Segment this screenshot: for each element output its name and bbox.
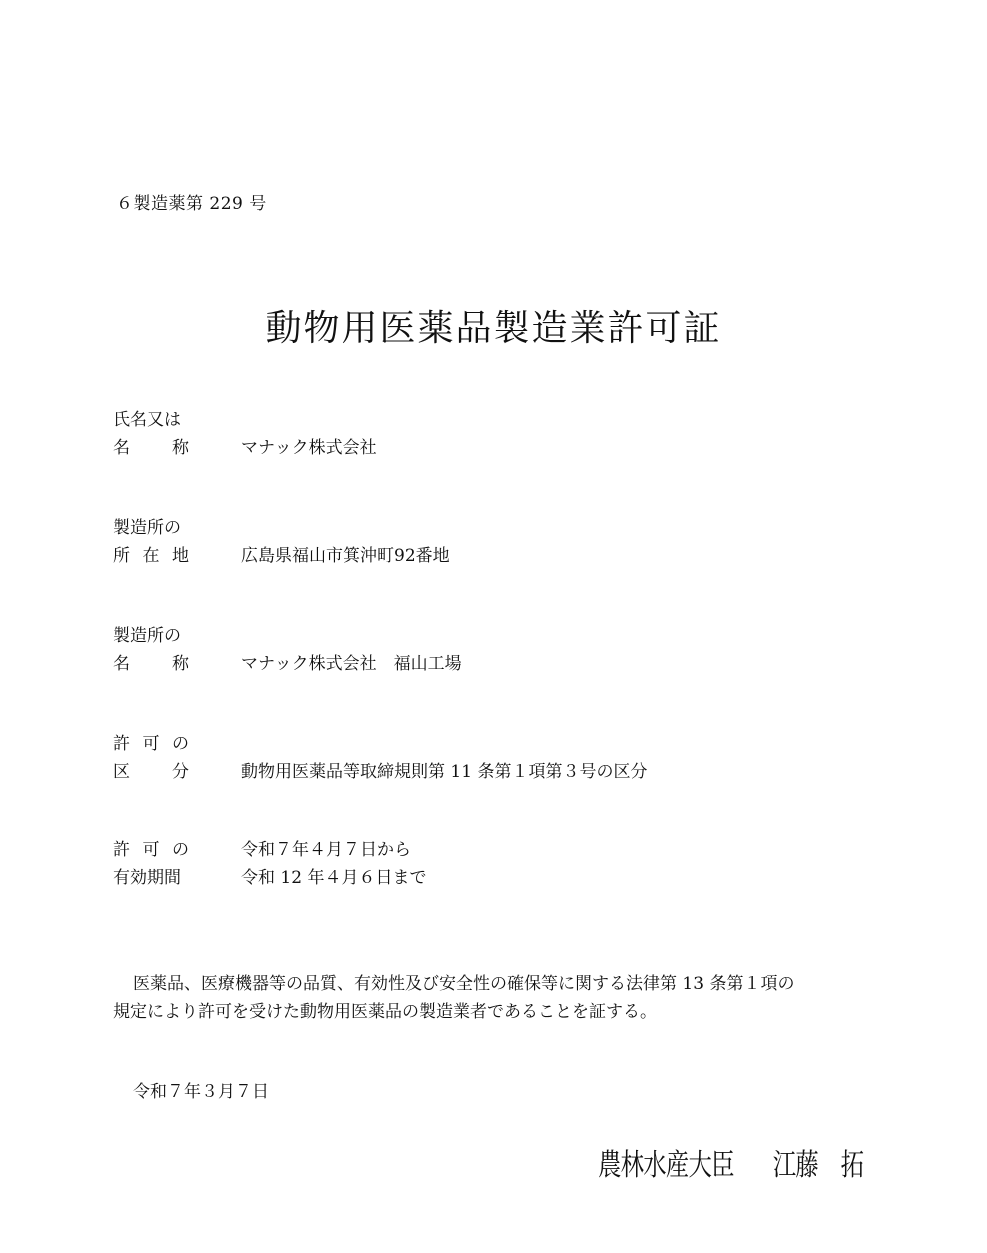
field-label [113, 433, 189, 458]
field-value: 動物用医薬品等取締規則第 11 条第１項第３号の区分 [241, 762, 648, 782]
signature-title: 農林水産大臣 [598, 1148, 734, 1183]
field-label: 製造所の [113, 518, 181, 538]
label-char: 称 [172, 654, 189, 674]
field-holder-name [113, 405, 893, 469]
label-char: 所 [113, 546, 130, 566]
label-char: 可 [142, 734, 160, 754]
label-char: 許 [113, 734, 130, 754]
field-label [113, 757, 189, 782]
label-char: の [172, 734, 189, 754]
document-number: ６製造薬第 229 号 [116, 194, 267, 214]
field-label [113, 649, 189, 674]
label-char: 許 [113, 840, 130, 860]
field-permit-category [113, 729, 893, 793]
certification-statement [113, 970, 893, 1026]
label-char: 分 [172, 762, 189, 782]
field-label [113, 835, 189, 860]
label-char: 地 [172, 546, 189, 566]
field-factory-name [113, 621, 893, 685]
minister-signature [598, 1140, 863, 1184]
label-char: 区 [113, 762, 130, 782]
field-label [113, 729, 189, 754]
field-label: 氏名又は [113, 410, 181, 430]
label-char: の [172, 840, 189, 860]
field-label [113, 541, 189, 566]
field-validity-period [113, 835, 893, 899]
statement-line: 規定により許可を受けた動物用医薬品の製造業者であることを証する。 [113, 1002, 657, 1022]
document-title: 動物用医薬品製造業許可証 [265, 308, 722, 349]
field-label: 有効期間 [113, 868, 181, 888]
field-value: マナック株式会社 福山工場 [241, 654, 462, 674]
label-char: 可 [142, 840, 160, 860]
field-label: 製造所の [113, 626, 181, 646]
field-value: 広島県福山市箕沖町92番地 [241, 546, 450, 566]
field-factory-location [113, 513, 893, 577]
field-value: 令和７年４月７日から [241, 840, 411, 860]
label-char: 名 [113, 654, 130, 674]
issue-date: 令和７年３月７日 [133, 1082, 269, 1102]
label-char: 在 [142, 546, 160, 566]
field-value: マナック株式会社 [241, 438, 377, 458]
label-char: 名 [113, 438, 130, 458]
label-char: 称 [172, 438, 189, 458]
statement-line: 医薬品、医療機器等の品質、有効性及び安全性の確保等に関する法律第 13 条第１項の [133, 974, 795, 994]
field-value: 令和 12 年４月６日まで [241, 868, 427, 888]
signature-name: 江藤 拓 [772, 1148, 864, 1183]
